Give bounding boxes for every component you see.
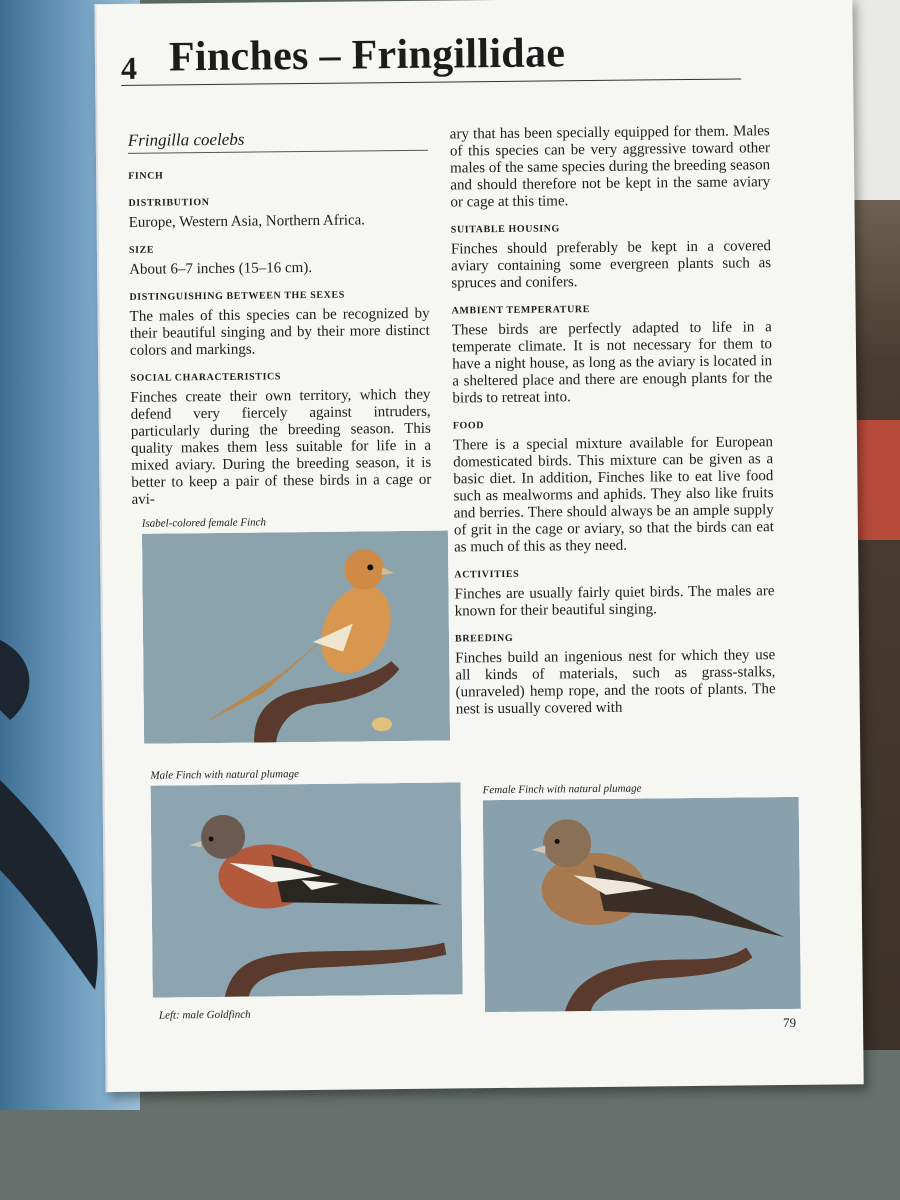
- right-text-column: [450, 123, 776, 718]
- activities-text: Finches are usually fairly quiet birds. The males are known for their beautiful singing.: [454, 583, 775, 620]
- housing-text: Finches should preferably be kept in a covered aviary containing some evergreen plants such as spruces and conifers.: [450, 238, 772, 292]
- book-page: [94, 0, 863, 1092]
- breeding-text: Finches build an ingenious nest for which they use all kinds of materials, such as grass-stalks, (unraveled) hemp rope, and the roots of plants. The nest is usually covered with: [455, 647, 776, 718]
- isabel-finch-image: [142, 531, 450, 744]
- chapter-number: 4: [120, 49, 138, 86]
- food-text: There is a special mixture available for European domesticated birds. This mixture can be given as a basic diet. In addition, Finches like to eat live food such as mealworms and aphids. They also like fruits and berries. There should always be an ample supply of grit in the cage or aviary, so that the birds can eat as much of this as they need.: [452, 434, 774, 556]
- housing-heading: SUITABLE HOUSING: [450, 223, 560, 236]
- sexes-heading: DISTINGUISHING BETWEEN THE SEXES: [129, 289, 345, 303]
- chapter-heading: [121, 23, 742, 85]
- activities-heading: ACTIVITIES: [454, 568, 520, 581]
- social-heading: SOCIAL CHARACTERISTICS: [130, 371, 282, 384]
- distribution-text: Europe, Western Asia, Northern Africa.: [128, 212, 366, 231]
- common-name: FINCH: [128, 170, 164, 182]
- continued-text: ary that has been specially equipped for them. Males of this species can be very aggressive toward other males of the same species during the breeding season and should therefore not be kept in the same aviary or cage at this time.: [449, 123, 771, 211]
- chapter-title: Finches – Fringillidae: [168, 30, 566, 81]
- male-finch-photo: [151, 782, 463, 997]
- isabel-finch-caption: Isabel-colored female Finch: [141, 516, 267, 530]
- species-name: Fringilla coelebs: [128, 129, 428, 154]
- left-text-column: [128, 129, 432, 509]
- social-text: Finches create their own territory, which they defend very fiercely against intruders, particularly during the breeding season. This quality makes them less suitable for life in a mixed aviary. During the breeding season, it is better to keep a pair of these birds in a cage or avi-: [130, 386, 432, 508]
- size-text: About 6–7 inches (15–16 cm).: [129, 259, 313, 278]
- sexes-text: The males of this species can be recognized by their beautiful singing and by their more distinct colors and markings.: [129, 305, 430, 359]
- size-heading: SIZE: [128, 244, 155, 256]
- food-heading: FOOD: [452, 420, 485, 432]
- male-finch-image: [151, 782, 463, 997]
- male-finch-caption: Male Finch with natural plumage: [150, 768, 299, 782]
- temperature-heading: AMBIENT TEMPERATURE: [451, 304, 591, 317]
- female-finch-caption: Female Finch with natural plumage: [482, 782, 642, 797]
- left-page-caption: Left: male Goldfinch: [158, 1008, 251, 1022]
- breeding-heading: BREEDING: [454, 632, 514, 645]
- temperature-text: These birds are perfectly adapted to life in a temperate climate. It is not necessary for them to have a night house, as long as the aviary is located in a sheltered place and there are enough plants for the birds to retreat into.: [451, 319, 773, 407]
- female-finch-image: [483, 797, 801, 1012]
- isabel-finch-photo: [142, 531, 450, 744]
- distribution-heading: DISTRIBUTION: [128, 197, 210, 209]
- page-number: 79: [782, 1014, 797, 1031]
- female-finch-photo: [483, 797, 801, 1012]
